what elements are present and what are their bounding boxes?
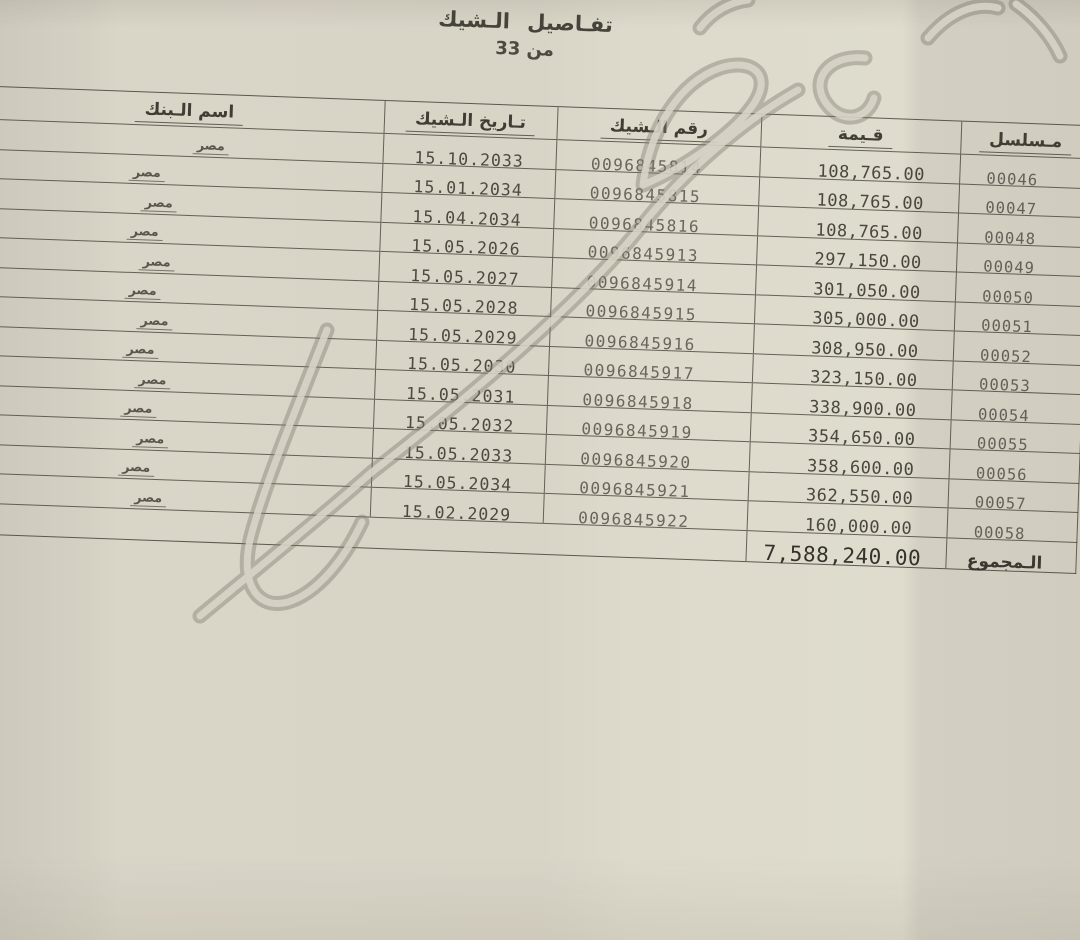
value-cell: 160,000.00 [747,501,948,538]
serial-cell: 00057 [947,478,1078,512]
header-serial: مـسلسل [960,121,1080,159]
cheque-date-cell: 15.05.2031 [374,369,548,405]
cheque-date-cell: 15.05.2033 [372,428,546,464]
page-indicator: 3من 3 [494,37,555,61]
cheque-date-cell: 15.05.2026 [379,222,553,258]
header-cheque-date: تـاريخ الـشيك [384,100,558,139]
serial-cell: 00058 [946,508,1077,542]
bank-name-cell: مصر [0,294,377,339]
cheque-number-cell: 0096845915 [550,287,755,324]
cheque-date-cell: 15.10.2033 [382,133,556,169]
cheque-number-cell: 0096845814 [555,140,760,177]
value-cell: 338,900.00 [751,383,952,420]
title-block [324,3,726,67]
value-cell: 297,150.00 [756,235,957,272]
cheque-number-cell: 0096845816 [553,199,758,236]
cheque-number-cell: 0096845916 [549,316,754,353]
document-sheet [0,6,1080,574]
value-cell: 301,050.00 [755,265,956,302]
serial-cell: 00051 [954,301,1080,335]
bank-name-cell: مصر [0,471,371,516]
document-title: تفـاصيل الـشيك [437,6,614,38]
cheque-number-cell: 0096845815 [554,169,759,206]
serial-cell: 00054 [951,390,1080,424]
cheque-number-cell: 0096845914 [551,258,756,295]
bank-name-cell: مصر [0,442,372,487]
header-value: قـيمة [760,114,961,154]
cheque-number-cell: 0096845920 [545,434,750,471]
cheque-number-cell: 0096845917 [548,346,753,383]
bank-name-cell: مصر [0,324,376,369]
bank-name-cell: مصر [0,176,381,221]
header-cheque-number: رقم الـشيك [556,107,761,147]
cheque-details-table [0,84,1080,573]
serial-cell: 00050 [955,272,1080,306]
value-cell: 108,765.00 [759,147,960,184]
bank-name-cell: مصر [0,265,378,310]
cheque-date-cell: 15.02.2029 [370,487,544,523]
cheque-number-cell: 0096845919 [546,405,751,442]
cheque-date-cell: 15.04.2034 [380,192,554,228]
serial-cell: 00049 [956,242,1080,276]
total-label-cell: الـمجموع [945,537,1076,573]
cheque-date-cell: 15.05.2027 [378,251,552,287]
bank-name-cell: مصر [0,117,384,162]
cheque-number-cell: 0096845913 [552,228,757,265]
cheque-date-cell: 15.05.2030 [375,340,549,376]
serial-cell: 00056 [949,449,1080,483]
header-bank-name: اسم الـبنك [0,84,385,133]
serial-cell: 00052 [953,331,1080,365]
serial-cell: 00047 [958,184,1080,218]
bank-name-cell: مصر [0,235,379,280]
total-value-cell: 7,588,240.00 [745,530,946,568]
bank-name-cell: مصر [0,206,380,251]
cheque-date-cell: 15.05.2032 [373,399,547,435]
value-cell: 362,550.00 [748,471,949,508]
value-cell: 305,000.00 [754,294,955,331]
serial-cell: 00048 [957,213,1080,247]
bank-name-cell: مصر [0,353,375,398]
cheque-date-cell: 15.05.2034 [371,458,545,494]
cheque-date-cell: 15.01.2034 [381,163,555,199]
cheque-number-cell: 0096845922 [543,493,748,530]
value-cell: 308,950.00 [753,324,954,361]
bank-name-cell: مصر [0,412,373,457]
value-cell: 354,650.00 [750,412,951,449]
cheque-number-cell: 0096845921 [544,464,749,501]
value-cell: 323,150.00 [752,353,953,390]
bank-name-cell: مصر [0,383,374,428]
serial-cell: 00046 [959,154,1080,188]
value-cell: 108,765.00 [757,206,958,243]
cheque-date-cell: 15.05.2029 [376,310,550,346]
value-cell: 358,600.00 [749,442,950,479]
serial-cell: 00053 [952,360,1080,394]
value-cell: 108,765.00 [758,176,959,213]
cheque-date-cell: 15.05.2028 [377,281,551,317]
serial-cell: 00055 [950,419,1080,453]
cheque-number-cell: 0096845918 [547,375,752,412]
bank-name-cell: مصر [0,147,382,192]
